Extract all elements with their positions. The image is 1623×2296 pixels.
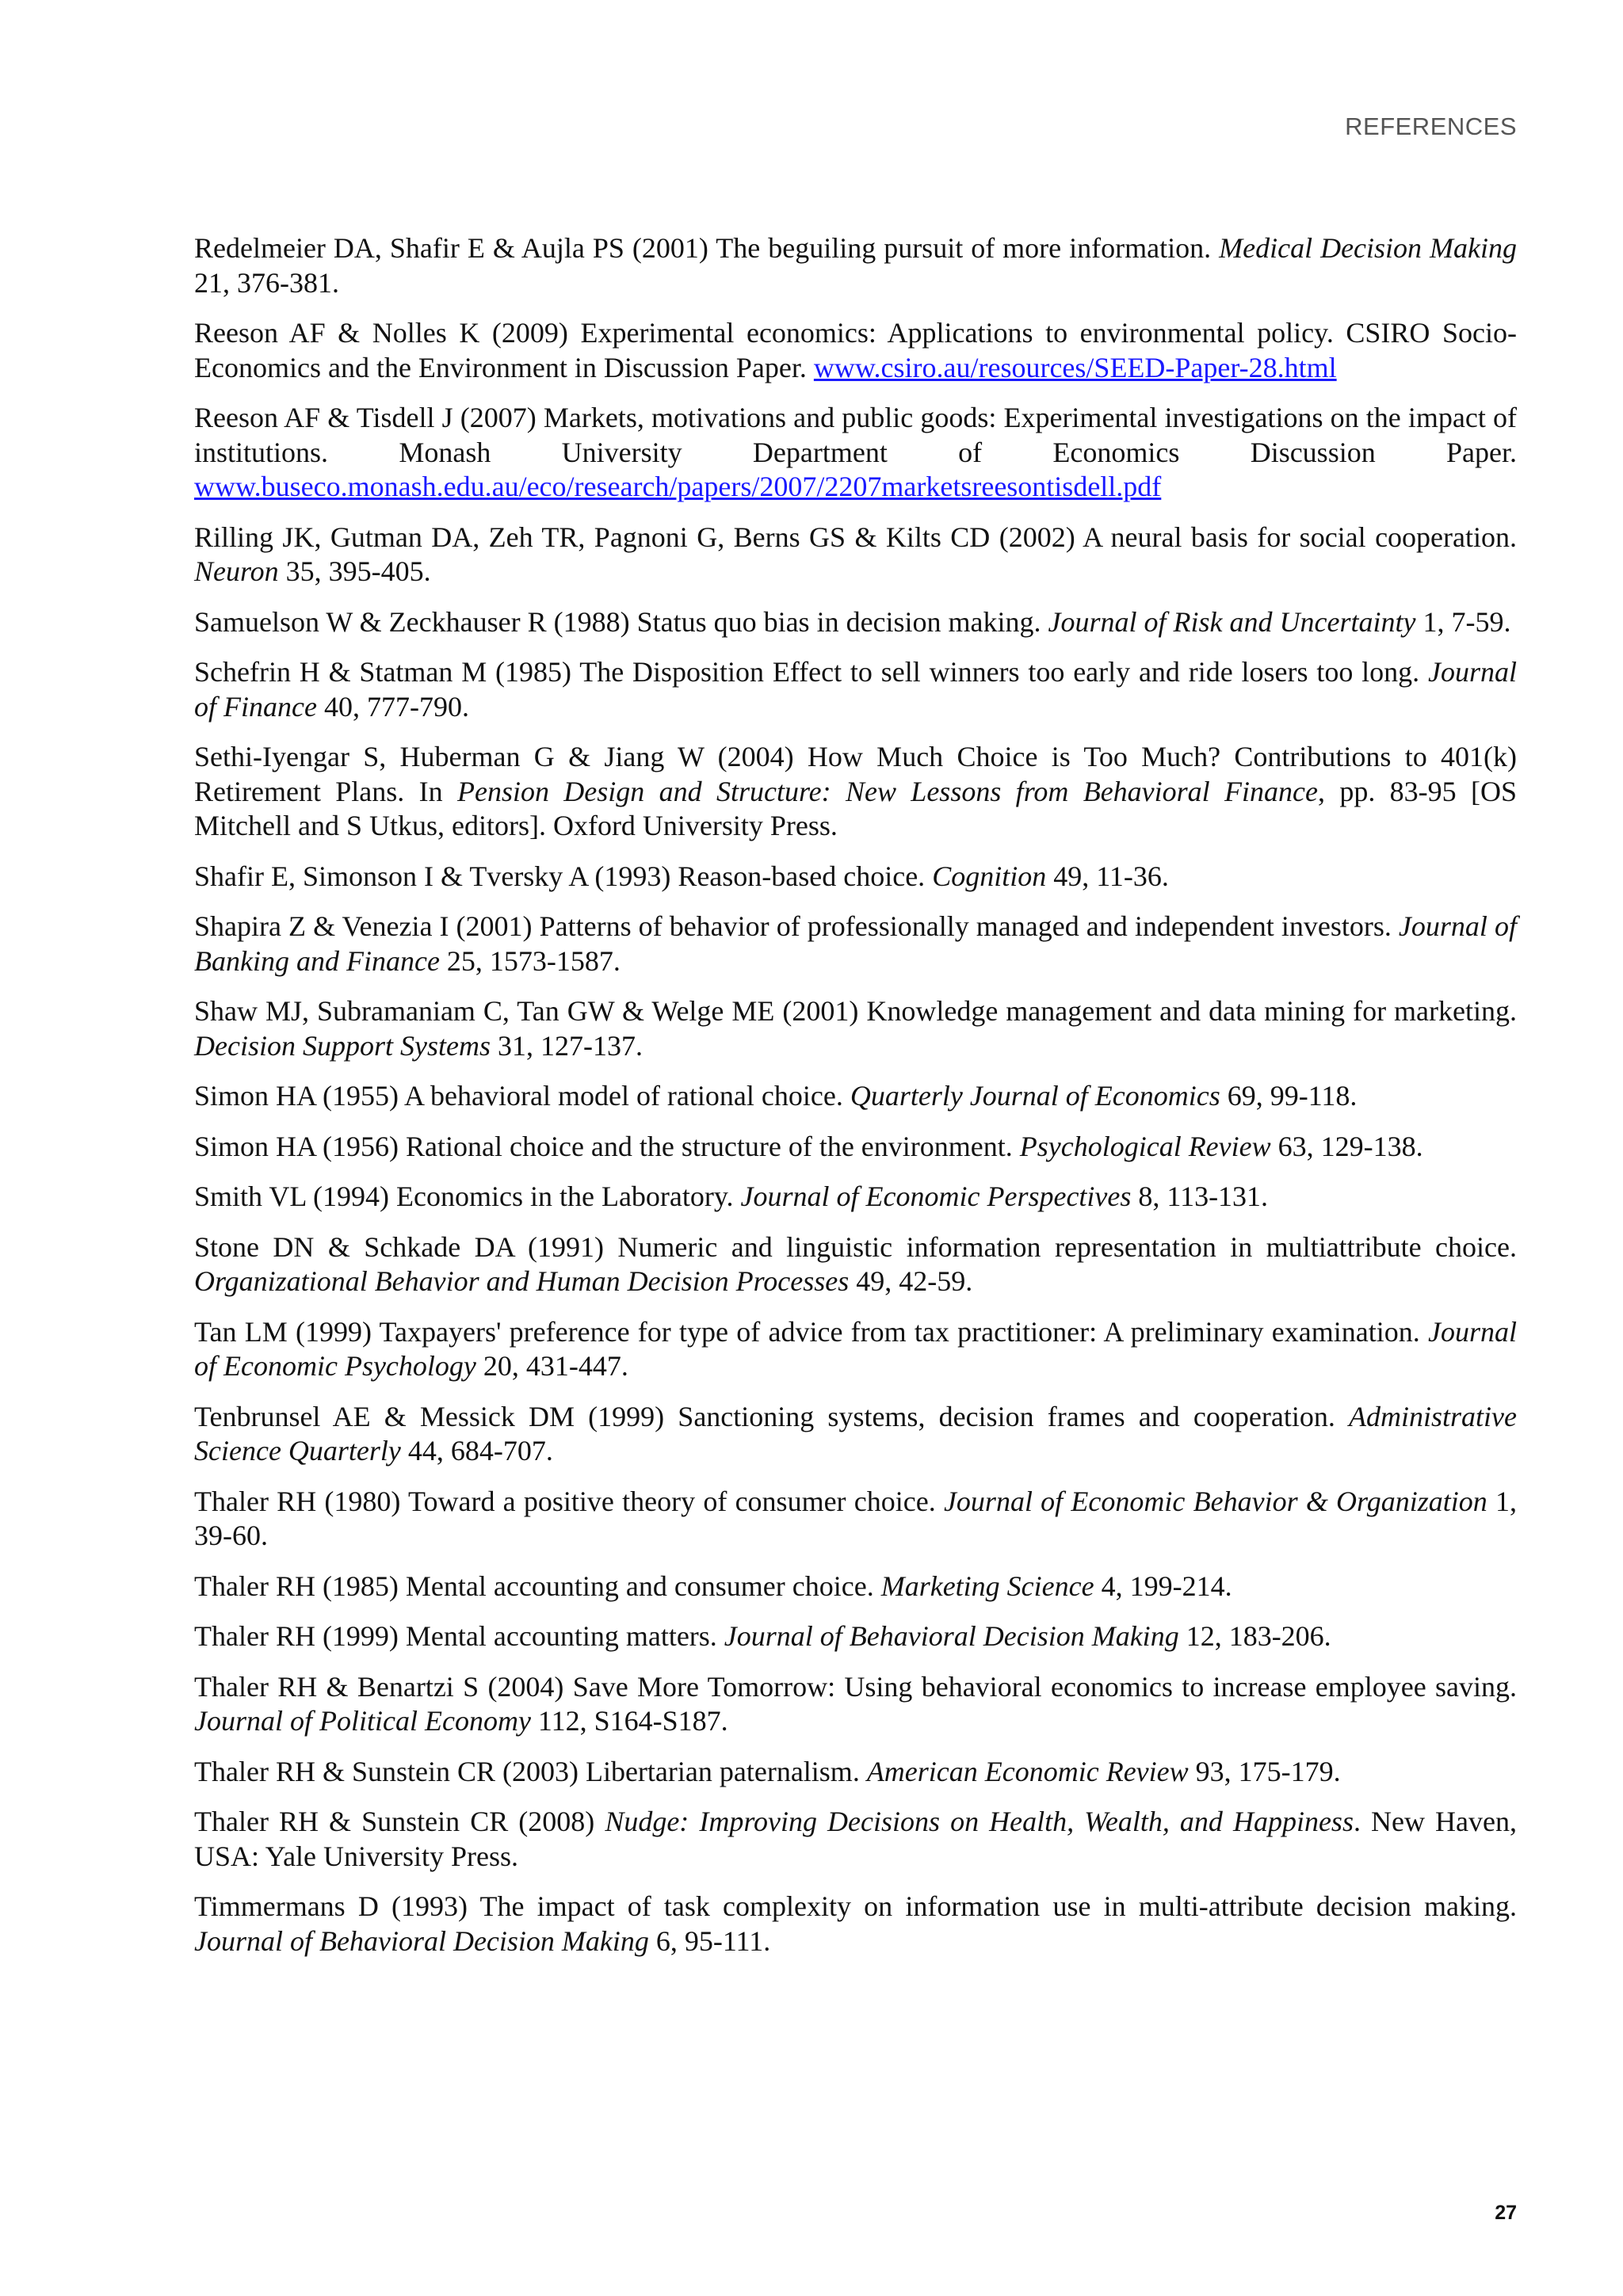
reference-link[interactable]: www.csiro.au/resources/SEED-Paper-28.html xyxy=(813,351,1337,383)
reference-text: Redelmeier DA, Shafir E & Aujla PS (2001) The beguiling pursuit of more information. xyxy=(194,232,1220,264)
reference-entry xyxy=(194,605,1517,640)
reference-entry xyxy=(194,655,1517,724)
reference-text: 112, S164-S187. xyxy=(530,1705,728,1737)
reference-entry xyxy=(194,994,1517,1063)
reference-journal: Psychological Review xyxy=(1019,1130,1271,1162)
reference-text: Thaler RH (1999) Mental accounting matters. xyxy=(194,1620,724,1652)
reference-text: 63, 129-138. xyxy=(1270,1130,1423,1162)
reference-entry xyxy=(194,316,1517,385)
reference-text: , pp. 83-95 [OS Mitchell and S Utkus, editors]. Oxford University Press. xyxy=(194,775,1517,841)
reference-text: Stone DN & Schkade DA (1991) Numeric and linguistic information representation in multiattribute choice. xyxy=(194,1230,1517,1263)
reference-journal: Organizational Behavior and Human Decision Processes xyxy=(194,1265,850,1297)
reference-journal: Medical Decision Making xyxy=(1219,232,1518,264)
reference-entry xyxy=(194,1670,1517,1739)
reference-text: Samuelson W & Zeckhauser R (1988) Status quo bias in decision making. xyxy=(194,605,1048,638)
reference-entry xyxy=(194,910,1517,978)
reference-text: Simon HA (1956) Rational choice and the structure of the environment. xyxy=(194,1130,1020,1162)
reference-list xyxy=(194,231,1517,1974)
reference-entry xyxy=(194,1230,1517,1299)
reference-text: Thaler RH & Sunstein CR (2003) Libertarian paternalism. xyxy=(194,1755,867,1787)
reference-text: Shapira Z & Venezia I (2001) Patterns of behavior of professionally managed and independent investors. xyxy=(194,910,1399,942)
reference-text: Simon HA (1955) A behavioral model of rational choice. xyxy=(194,1080,850,1112)
reference-entry xyxy=(194,1130,1517,1165)
reference-text: Tenbrunsel AE & Messick DM (1999) Sanctioning systems, decision frames and cooperation. xyxy=(194,1400,1350,1432)
reference-text: Thaler RH & Benartzi S (2004) Save More Tomorrow: Using behavioral economics to increase employee saving. xyxy=(194,1670,1517,1703)
reference-text: 12, 183-206. xyxy=(1178,1620,1331,1652)
reference-text: Schefrin H & Statman M (1985) The Disposition Effect to sell winners too early and ride losers too long. xyxy=(194,656,1428,688)
reference-text: 20, 431-447. xyxy=(475,1350,628,1382)
reference-text: 25, 1573-1587. xyxy=(439,944,621,977)
reference-journal: Nudge: Improving Decisions on Health, Wealth, and Happiness xyxy=(605,1806,1354,1837)
reference-journal: Administrative Science Quarterly xyxy=(194,1400,1517,1466)
reference-entry xyxy=(194,1400,1517,1469)
reference-entry xyxy=(194,740,1517,844)
reference-text: Shaw MJ, Subramaniam C, Tan GW & Welge ME (2001) Knowledge management and data mining for marketing. xyxy=(194,995,1517,1027)
reference-journal: Cognition xyxy=(932,860,1047,892)
reference-entry xyxy=(194,401,1517,505)
reference-entry xyxy=(194,1315,1517,1384)
reference-text: Thaler RH (1985) Mental accounting and consumer choice. xyxy=(194,1569,881,1602)
reference-text: 6, 95-111. xyxy=(648,1924,771,1957)
reference-entry xyxy=(194,860,1517,894)
reference-journal: Quarterly Journal of Economics xyxy=(850,1080,1220,1112)
reference-text: 1, 39-60. xyxy=(194,1485,1517,1551)
reference-journal: Decision Support Systems xyxy=(194,1029,491,1062)
reference-text: . New Haven, USA: Yale University Press. xyxy=(194,1806,1517,1872)
reference-journal: Neuron xyxy=(194,555,279,587)
reference-text: Timmermans D (1993) The impact of task complexity on information use in multi-attribute decision making. xyxy=(194,1890,1517,1922)
reference-entry xyxy=(194,1755,1517,1790)
reference-text: 1, 7-59. xyxy=(1415,605,1511,638)
reference-journal: Journal of Political Economy xyxy=(194,1705,531,1737)
reference-text: Sethi-Iyengar S, Huberman G & Jiang W (2004) How Much Choice is Too Much? Contributions to 401(k) Retirement Plans. In xyxy=(194,741,1517,807)
reference-entry xyxy=(194,1805,1517,1874)
reference-journal: Journal of Behavioral Decision Making xyxy=(724,1620,1179,1652)
reference-entry xyxy=(194,1079,1517,1114)
reference-entry xyxy=(194,1890,1517,1958)
reference-entry xyxy=(194,1619,1517,1654)
reference-journal: Journal of Economic Perspectives xyxy=(740,1180,1132,1212)
reference-text: 4, 199-214. xyxy=(1094,1569,1232,1602)
reference-text: 44, 684-707. xyxy=(400,1435,553,1466)
reference-text: Rilling JK, Gutman DA, Zeh TR, Pagnoni G, Berns GS & Kilts CD (2002) A neural basis for social cooperation. xyxy=(194,521,1517,553)
reference-text: Thaler RH & Sunstein CR (2008) xyxy=(194,1806,605,1837)
reference-text: 49, 42-59. xyxy=(849,1265,973,1297)
reference-link[interactable]: www.buseco.monash.edu.au/eco/research/papers/2007/2207marketsreesontisdell.pdf xyxy=(194,471,1162,502)
reference-entry xyxy=(194,1180,1517,1215)
reference-entry xyxy=(194,1485,1517,1554)
reference-text: 40, 777-790. xyxy=(316,690,469,723)
reference-entry xyxy=(194,521,1517,589)
reference-text: Shafir E, Simonson I & Tversky A (1993) Reason-based choice. xyxy=(194,860,933,892)
reference-text: Tan LM (1999) Taxpayers' preference for type of advice from tax practitioner: A preliminary examination. xyxy=(194,1315,1428,1348)
reference-text: 49, 11-36. xyxy=(1046,860,1169,892)
reference-text: 31, 127-137. xyxy=(490,1029,643,1062)
reference-entry xyxy=(194,1569,1517,1604)
reference-text: Reeson AF & Nolles K (2009) Experimental economics: Applications to environmental policy. CSIRO Socio-Economics and the Environment in Discussion Paper. xyxy=(194,317,1517,383)
page-number: 27 xyxy=(1495,2202,1517,2224)
reference-journal: Journal of Economic Psychology xyxy=(194,1315,1517,1382)
reference-journal: Journal of Finance xyxy=(194,656,1517,723)
reference-journal: Journal of Risk and Uncertainty xyxy=(1048,605,1416,638)
reference-text: Reeson AF & Tisdell J (2007) Markets, motivations and public goods: Experimental investigations on the impact of institutions. Monash University Department of Economics Discussion Paper. xyxy=(194,402,1517,468)
reference-journal: American Economic Review xyxy=(866,1755,1189,1787)
reference-text: 21, 376-381. xyxy=(194,266,339,299)
reference-journal: Pension Design and Structure: New Lessons from Behavioral Finance xyxy=(456,775,1318,807)
reference-journal: Journal of Economic Behavior & Organization xyxy=(943,1485,1487,1517)
reference-journal: Marketing Science xyxy=(880,1569,1094,1602)
reference-text: 8, 113-131. xyxy=(1131,1180,1269,1212)
reference-text: Smith VL (1994) Economics in the Laboratory. xyxy=(194,1180,741,1212)
reference-journal: Journal of Banking and Finance xyxy=(194,910,1517,977)
reference-entry xyxy=(194,231,1517,300)
reference-text: Thaler RH (1980) Toward a positive theory of consumer choice. xyxy=(194,1485,944,1517)
reference-journal: Journal of Behavioral Decision Making xyxy=(194,1924,649,1957)
reference-text: 35, 395-405. xyxy=(278,555,431,587)
running-head: REFERENCES xyxy=(1345,113,1517,140)
reference-text: 93, 175-179. xyxy=(1188,1755,1341,1787)
reference-text: 69, 99-118. xyxy=(1220,1080,1358,1112)
